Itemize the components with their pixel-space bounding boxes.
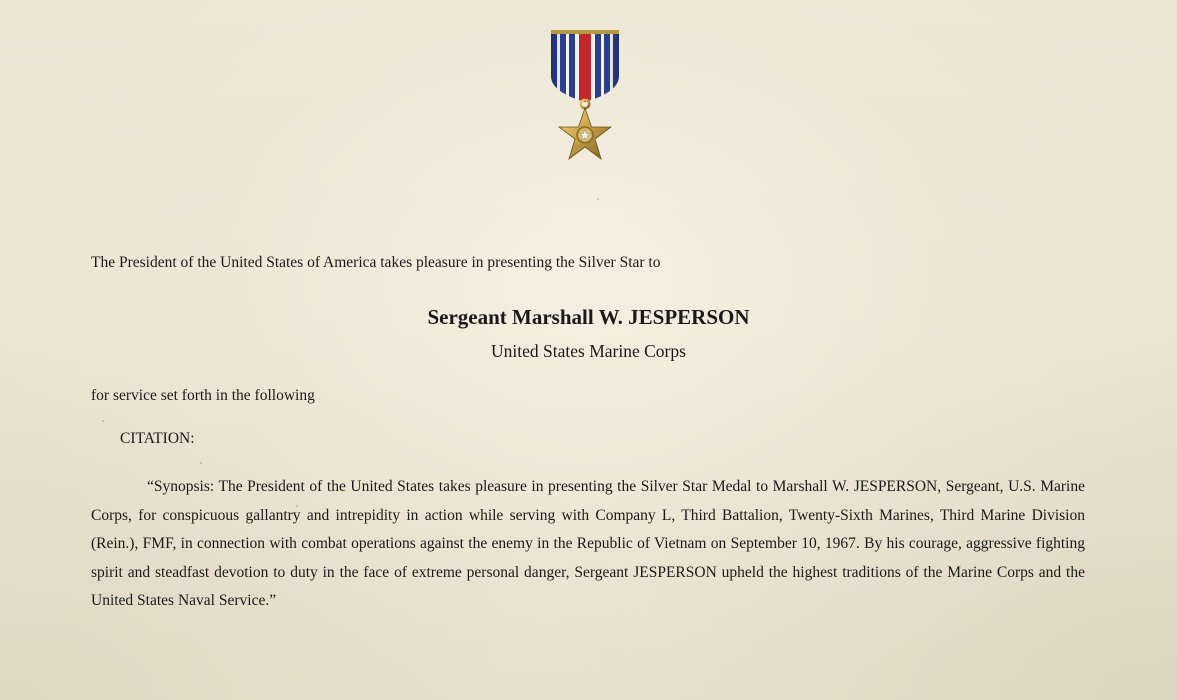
recipient-branch: United States Marine Corps [491, 341, 686, 361]
citation-text: “Synopsis: The President of the United States takes pleasure in presenting the Silver Star Medal to Marshall W. JESPERSON, Sergeant, U.S. Marine Corps, for conspicuous gallantry and intrepidity in action while serving with Company L, Third Battalion, Twenty-Sixth Marines, Third Marine Division (Rein.), FMF, in connection with combat operations against the enemy in the Republic of Vietnam on September 10, 1967. By his courage, aggressive fighting spirit and steadfast devotion to duty in the face of extreme personal danger, Sergeant JESPERSON upheld the highest traditions of the Marine Corps and the United States Naval Service.” [91, 478, 1085, 610]
paper-speck [102, 420, 104, 422]
paper-speck [597, 198, 599, 200]
paper-speck [200, 462, 202, 464]
service-line: for service set forth in the following [91, 387, 315, 404]
intro-text: The President of the United States of America takes pleasure in presenting the Silver Star to [91, 254, 661, 271]
citation-heading: CITATION: [120, 430, 195, 447]
recipient-name: Sergeant Marshall W. JESPERSON [427, 305, 750, 329]
silver-star-medal-icon [545, 28, 625, 178]
